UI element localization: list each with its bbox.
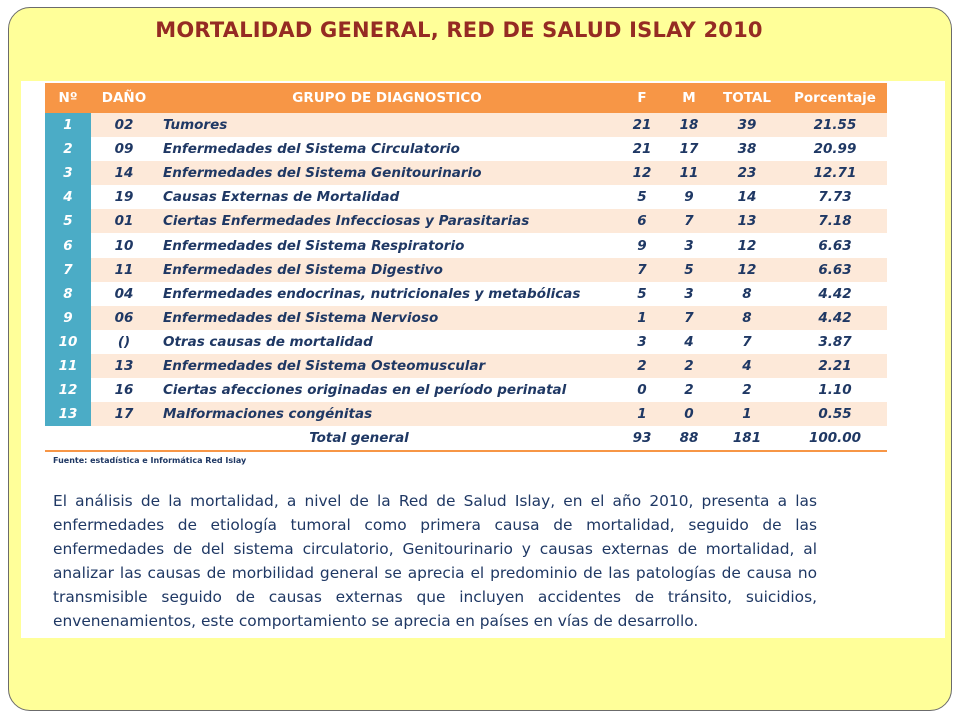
row-porcentaje: 20.99 [783,137,887,161]
row-grupo: Enfermedades del Sistema Digestivo [157,258,617,282]
row-dano: 17 [91,402,157,426]
source-note: Fuente: estadística e Informática Red Islay [53,456,247,465]
row-grupo: Enfermedades del Sistema Respiratorio [157,233,617,257]
row-total: 4 [711,354,783,378]
analysis-paragraph: El análisis de la mortalidad, a nivel de la Red de Salud Islay, en el año 2010, presenta a las enfermedades de etiología tumoral como primera causa de mortalidad, seguido de las enfermedades de del sistema circulatorio, Genitourinario y causas externas de mortalidad, al analizar las causas de morbilidad general se aprecia el predominio de las patologías de causa no transmisible seguido de causas externas que incluyen accidentes de tránsito, suicidios, envenenamientos, este comportamiento se aprecia en países en vías de desarrollo. [53,492,817,630]
row-m: 5 [667,258,711,282]
header-num: Nº [45,83,91,113]
header-f: F [617,83,667,113]
row-f: 6 [617,209,667,233]
total-total: 181 [711,426,783,451]
table-row [45,354,887,378]
row-m: 7 [667,306,711,330]
row-grupo: Enfermedades del Sistema Genitourinario [157,161,617,185]
row-num: 13 [45,402,91,426]
row-f: 12 [617,161,667,185]
slide-title: MORTALIDAD GENERAL, RED DE SALUD ISLAY 2010 [155,18,763,42]
row-grupo: Malformaciones congénitas [157,402,617,426]
row-grupo: Enfermedades endocrinas, nutricionales y metabólicas [157,282,617,306]
row-m: 3 [667,282,711,306]
row-num: 7 [45,258,91,282]
row-grupo: Causas Externas de Mortalidad [157,185,617,209]
row-grupo: Ciertas Enfermedades Infecciosas y Parasitarias [157,209,617,233]
row-num: 4 [45,185,91,209]
row-porcentaje: 4.42 [783,306,887,330]
row-porcentaje: 7.18 [783,209,887,233]
row-dano: 16 [91,378,157,402]
row-total: 14 [711,185,783,209]
row-grupo: Enfermedades del Sistema Osteomuscular [157,354,617,378]
row-f: 21 [617,113,667,137]
row-dano: 14 [91,161,157,185]
row-f: 1 [617,402,667,426]
row-total: 12 [711,258,783,282]
row-porcentaje: 6.63 [783,258,887,282]
row-m: 18 [667,113,711,137]
row-m: 3 [667,233,711,257]
row-total: 1 [711,402,783,426]
row-m: 7 [667,209,711,233]
row-dano: 19 [91,185,157,209]
row-total: 7 [711,330,783,354]
row-total: 39 [711,113,783,137]
content-panel [21,81,945,638]
row-m: 11 [667,161,711,185]
header-total: TOTAL [711,83,783,113]
total-m: 88 [667,426,711,451]
row-num: 1 [45,113,91,137]
row-grupo: Ciertas afecciones originadas en el período perinatal [157,378,617,402]
row-f: 9 [617,233,667,257]
header-m: M [667,83,711,113]
row-f: 3 [617,330,667,354]
table-row [45,330,887,354]
table-row [45,209,887,233]
table-row [45,233,887,257]
row-num: 2 [45,137,91,161]
row-num: 10 [45,330,91,354]
row-dano: 11 [91,258,157,282]
mortality-table [45,83,887,452]
row-dano: 02 [91,113,157,137]
row-f: 0 [617,378,667,402]
row-porcentaje: 6.63 [783,233,887,257]
row-num: 9 [45,306,91,330]
row-f: 1 [617,306,667,330]
row-m: 17 [667,137,711,161]
header-grupo: GRUPO DE DIAGNOSTICO [157,83,617,113]
row-f: 2 [617,354,667,378]
row-m: 0 [667,402,711,426]
row-f: 21 [617,137,667,161]
row-total: 23 [711,161,783,185]
table-header-row [45,83,887,113]
row-dano: 10 [91,233,157,257]
total-porcentaje: 100.00 [783,426,887,451]
row-f: 7 [617,258,667,282]
row-total: 8 [711,282,783,306]
row-num: 3 [45,161,91,185]
row-porcentaje: 1.10 [783,378,887,402]
row-grupo: Enfermedades del Sistema Nervioso [157,306,617,330]
table-row [45,137,887,161]
row-num: 11 [45,354,91,378]
row-porcentaje: 3.87 [783,330,887,354]
row-m: 2 [667,354,711,378]
row-m: 4 [667,330,711,354]
table-row [45,402,887,426]
table-body [45,113,887,426]
row-num: 12 [45,378,91,402]
row-porcentaje: 21.55 [783,113,887,137]
row-total: 12 [711,233,783,257]
row-porcentaje: 7.73 [783,185,887,209]
header-dano: DAÑO [91,83,157,113]
table-row [45,306,887,330]
row-total: 38 [711,137,783,161]
total-row [45,426,887,451]
row-f: 5 [617,282,667,306]
table-row [45,282,887,306]
row-dano: () [91,330,157,354]
row-num: 6 [45,233,91,257]
row-dano: 04 [91,282,157,306]
row-m: 2 [667,378,711,402]
row-total: 8 [711,306,783,330]
row-porcentaje: 12.71 [783,161,887,185]
row-dano: 01 [91,209,157,233]
row-f: 5 [617,185,667,209]
row-total: 2 [711,378,783,402]
row-grupo: Otras causas de mortalidad [157,330,617,354]
table-row [45,185,887,209]
header-porcentaje: Porcentaje [783,83,887,113]
total-f: 93 [617,426,667,451]
row-grupo: Enfermedades del Sistema Circulatorio [157,137,617,161]
row-dano: 09 [91,137,157,161]
row-num: 8 [45,282,91,306]
table-row [45,258,887,282]
row-num: 5 [45,209,91,233]
table-row [45,161,887,185]
row-dano: 06 [91,306,157,330]
table-row [45,378,887,402]
row-porcentaje: 2.21 [783,354,887,378]
table-row [45,113,887,137]
row-total: 13 [711,209,783,233]
row-m: 9 [667,185,711,209]
row-dano: 13 [91,354,157,378]
row-grupo: Tumores [157,113,617,137]
total-label: Total general [45,426,617,451]
row-porcentaje: 4.42 [783,282,887,306]
slide [8,7,952,711]
row-porcentaje: 0.55 [783,402,887,426]
